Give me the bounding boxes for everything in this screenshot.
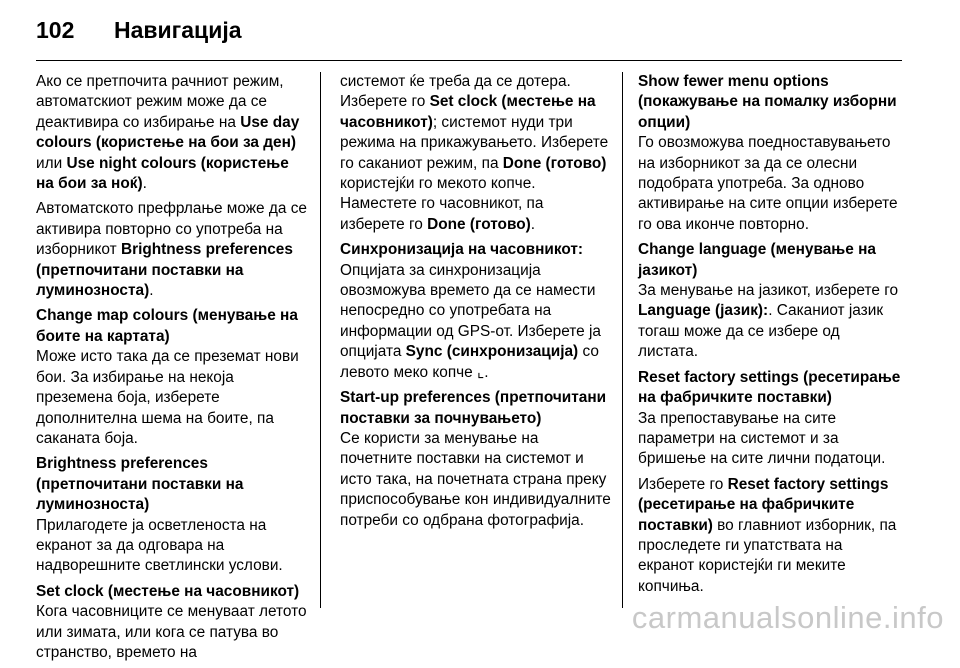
column-1 [36, 72, 310, 668]
column-2 [340, 72, 612, 536]
page-header [0, 0, 960, 60]
section-text: Се користи за менување на почетните поставки на системот и исто така, на почетната страна преку приспособување кон индивидуалните потреби со одбрана фотографија. [340, 429, 611, 529]
section-text: Може исто така да се преземат нови бои. За избирање на некоја преземена боја, изберете дополнителна шема на боите, па саканата боја. [36, 348, 299, 447]
section-change-map-colours [36, 306, 310, 449]
column-divider-2 [622, 72, 623, 608]
header-rule [36, 60, 902, 61]
section-heading: Show fewer menu options (покажување на помалку изборни опции) [638, 73, 897, 131]
section-heading: Change map colours (менување на боите на картата) [36, 307, 298, 345]
paragraph-set-clock-cont: системот ќе треба да се дотера. Изберете го Set clock (местење на часовникот); системот нуди три режима на прикажувањето. Изберете го саканиот режим, па Done (готово) користејќи го мекото копче. Наместете го часовникот, па изберете го Done (готово). [340, 73, 609, 233]
page-title: Навигација [114, 17, 242, 43]
section-text: Кога часовниците се менуваат летото или зимата, или кога се патува во странство, времето на [36, 603, 307, 661]
section-set-clock [36, 582, 310, 664]
section-clock-sync: Синхронизација на часовникот: Опцијата за синхронизација овозможува времето да се намести непосредно со употребата на информации од GPS-от. Изберете ја опцијата Sync (синхронизација) со левото меко копче ⌞. [340, 240, 612, 383]
section-text: За препоставување на сите параметри на системот и за бришење на сите лични податоци. [638, 409, 886, 468]
column-divider-1 [320, 72, 321, 608]
page-number: 102 [36, 17, 75, 43]
section-text: Го овозможува поедноставувањето на изборникот за да се олесни подобрата употреба. За одново активирање на сите опции изберете го ова иконче повторно. [638, 134, 898, 233]
section-startup-preferences [340, 388, 612, 531]
section-text: Прилагодете ја осветленоста на екранот за да одговара на надворешните светлински услови. [36, 516, 283, 575]
column-3 [638, 72, 902, 602]
section-heading: Start-up preferences (претпочитани поставки за почнувањето) [340, 389, 607, 427]
section-reset-factory [638, 368, 902, 470]
section-heading: Change language (менување на јазикот) [638, 241, 876, 279]
section-heading: Синхронизација на часовникот: [340, 241, 584, 259]
section-brightness [36, 454, 310, 576]
paragraph-auto-switch: Автоматското префрлање може да се активира повторно со употреба на изборникот Brightness preferences (претпочитани поставки на луминозноста). [36, 200, 307, 300]
section-heading: Reset factory settings (ресетирање на фабричките поставки) [638, 368, 901, 407]
section-change-language: Change language (менување на јазикот) За менување на јазикот, изберете го Language (јазик):. Саканиот јазик тогаш може да се избере од листата. [638, 240, 902, 362]
section-fewer-menu-options [638, 72, 902, 235]
section-heading: Set clock (местење на часовникот) [36, 582, 300, 600]
paragraph-day-night: Ако се претпочита рачниот режим, автоматскиот режим може да се деактивира со избирање на Use day colours (користење на бои за ден) или Use night colours (користење на бои за ноќ). [36, 73, 300, 193]
section-heading: Brightness preferences (претпочитани поставки на луминозноста) [36, 455, 244, 514]
watermark: carmanualsonline.info [631, 600, 944, 635]
paragraph-reset-instructions: Изберете го Reset factory settings (ресетирање на фабричките поставки) во главниот изборник, па проследете ги упатствата на екранот користејќи ги меките копчиња. [638, 475, 897, 595]
